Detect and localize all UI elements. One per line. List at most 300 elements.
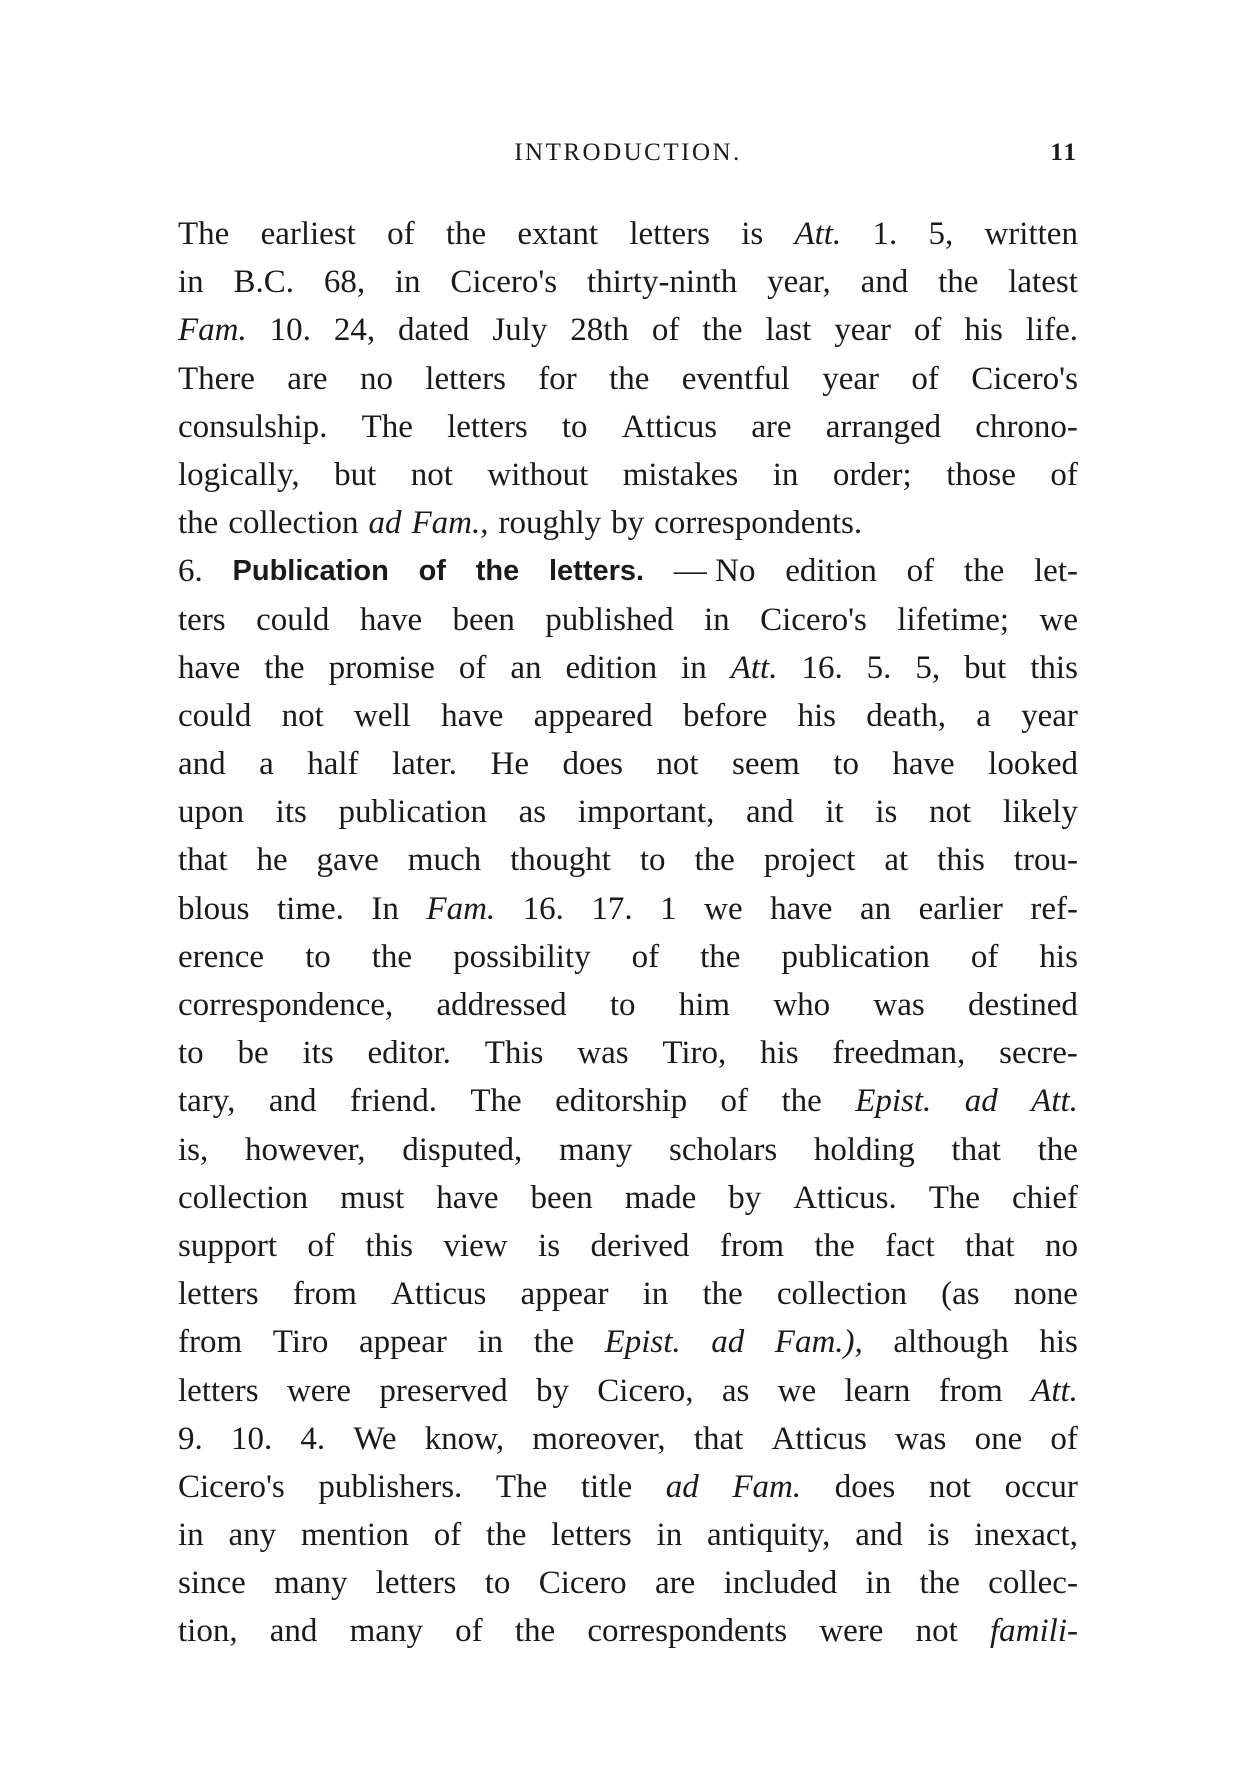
word: letters [375,1565,457,1602]
word: included [723,1565,838,1602]
text-line-12 [178,740,1078,788]
running-head [178,139,1078,179]
word: and [860,264,909,301]
word: the [371,938,413,975]
word: life. [1025,312,1078,349]
word: him [678,987,731,1023]
text-line-18 [178,1029,1078,1077]
word: who [773,987,831,1023]
word: correspondents [587,1613,788,1650]
word: the [702,312,743,349]
word: freedman, [832,1035,966,1072]
word: to [833,746,859,783]
word: upon [178,794,244,831]
word: collection [228,505,359,542]
word: appear [358,1324,447,1361]
word: title [580,1468,633,1505]
word: is [927,1517,950,1554]
word: from [938,1372,1003,1409]
word: Publication [232,555,389,588]
word: no [1044,1227,1078,1264]
word: of [906,553,935,590]
word: of [1050,456,1078,493]
word: have [770,890,833,927]
text-line-28 [178,1511,1078,1559]
word: have [178,649,241,686]
word: letters. [548,555,645,588]
word: many [274,1565,348,1602]
word: does [834,1468,896,1505]
word: B.C. [233,264,295,301]
word: is, [178,1131,209,1168]
text-line-19 [178,1077,1078,1125]
word: much [407,842,482,879]
text-line-20 [178,1126,1078,1174]
word: fact [885,1227,935,1264]
word: last [765,312,812,349]
word: chrono- [975,408,1078,445]
text-line-27 [178,1463,1078,1511]
chapter-title: INTRODUCTION. [514,139,742,166]
word: of [458,649,487,686]
word: of [1050,1420,1078,1457]
word: 6. [178,553,203,590]
word: 5. [866,649,892,686]
word: destined [967,987,1078,1023]
text-line-15 [178,885,1078,933]
word: be [237,1035,269,1072]
word: and [178,746,226,783]
word: but [964,649,1007,686]
word: as [518,794,547,831]
word: was [577,1035,629,1072]
word: those [946,456,1016,493]
word: from [178,1324,243,1361]
word: have [441,697,504,734]
word: latest [1008,264,1078,301]
word: addressed [436,987,567,1023]
word: the [486,1517,527,1554]
word: by [535,1372,569,1409]
word: we [1039,601,1078,638]
text-line-06 [178,451,1078,499]
word: Cicero's [450,264,558,301]
word: Atticus [391,1276,487,1313]
word: in [394,264,421,301]
word: letters [178,1276,259,1313]
word: the [963,553,1005,590]
word: is [538,1227,561,1264]
word: and [268,1083,317,1120]
word: appeared [533,697,653,734]
word: Atticus [621,408,718,445]
word: Fam. [178,312,247,349]
word: Tiro, [662,1035,727,1072]
word: of [307,1227,335,1264]
word: that [965,1227,1015,1264]
word: consulship. [178,408,328,445]
word: of [387,216,415,252]
word: Atticus. [793,1179,897,1216]
word: been [452,601,515,638]
word: publication [781,938,930,975]
word: not [928,1468,972,1505]
word: the [1037,1131,1078,1168]
word: not [281,697,324,734]
word: not [915,1613,958,1650]
word: at [884,842,909,879]
word: we [704,890,743,927]
word: gave [316,842,379,879]
word: Fam. [732,1468,802,1505]
word: must [340,1179,405,1216]
text-line-26 [178,1415,1078,1463]
word: promise [328,649,435,686]
word: to [561,408,588,445]
body-text [178,210,1078,1656]
word: that [178,842,228,879]
word: to [178,1035,204,1072]
word: and [746,794,794,831]
word: There [178,360,255,397]
word: not [410,456,453,493]
word: and [855,1517,903,1554]
word: inexact, [974,1517,1078,1554]
word: the [814,1227,855,1264]
word: ad [711,1324,745,1361]
word: many [349,1613,423,1650]
word: that [951,1131,1001,1168]
word: to [305,938,331,975]
word: the [475,555,520,588]
text-line-10 [178,644,1078,692]
word: letters [629,216,710,252]
word: 5, [928,216,954,252]
word: erence [178,938,265,975]
word: written [984,216,1078,252]
word: his [760,1035,799,1072]
text-line-30 [178,1607,1078,1655]
word: we [777,1372,817,1409]
word: letters [425,360,506,397]
word: without [487,456,589,493]
word: Cicero's [760,601,867,638]
word: and [269,1613,318,1650]
word: ad [964,1083,998,1120]
word: death, [866,697,946,734]
word: disputed, [402,1131,523,1168]
word: thought [510,842,611,879]
word: collection [776,1276,908,1313]
text-line-08 [178,547,1078,595]
word: one [974,1420,1023,1457]
word: This [484,1035,544,1072]
word: from [719,1227,784,1264]
word: edition [785,553,877,590]
word: earliest [260,216,356,252]
word: letters [447,408,528,445]
word: in [477,1324,504,1361]
word: later. [391,746,458,783]
word: have [892,746,955,783]
text-line-13 [178,788,1078,836]
word: Epist. [604,1324,681,1361]
word: is [875,794,898,831]
word: the [609,360,650,397]
word: since [178,1565,246,1602]
word: have [436,1179,499,1216]
word: Att. [1031,1083,1078,1120]
word: We [353,1420,397,1457]
word: 1. [872,216,898,252]
word: year, [767,264,831,301]
word: of [631,938,660,975]
word: is [741,216,764,252]
word: correspondents. [654,505,863,542]
text-line-02 [178,258,1078,306]
word: that [693,1420,744,1457]
word: trou- [1013,842,1078,879]
word: the [702,1276,743,1313]
word: 68, [323,264,366,301]
word: not [928,794,972,831]
word: 4. [300,1420,326,1457]
word: July [492,312,548,349]
word: his [1039,938,1078,975]
word: friend. [349,1083,437,1120]
word: 10. [269,312,311,349]
word: occur [1004,1468,1078,1505]
word: does [562,746,623,783]
word: learn [844,1372,911,1409]
word: could [178,697,252,734]
word: possibility [453,938,591,975]
word: antiquity, [706,1517,831,1554]
word: important, [577,794,715,831]
word: a [976,697,991,734]
word: well [354,697,411,734]
word: correspondence, [178,987,394,1023]
word: derived [590,1227,690,1264]
word: support [178,1227,277,1264]
word: Att. [730,649,778,686]
word: — No [673,553,756,590]
word: The [928,1179,981,1216]
word: are [287,360,328,397]
word: by [611,505,645,542]
text-line-23 [178,1270,1078,1318]
word: 9. [178,1420,203,1457]
word: in [178,1517,204,1554]
word: an [859,890,892,927]
word: roughly [498,505,602,542]
word: The [178,216,230,252]
word: the [178,505,219,542]
word: to [484,1565,511,1602]
word: scholars [669,1131,778,1168]
word: Cicero's [178,1468,285,1505]
word: of [651,312,680,349]
word: likely [1002,794,1078,831]
word: 10. [230,1420,273,1457]
word: letters [551,1517,632,1554]
word: blous [178,890,250,927]
word: of [455,1613,483,1650]
word: 28th [570,312,629,349]
word: before [682,697,768,734]
word: arranged [825,408,942,445]
word: he [256,842,288,879]
word: Fam., [411,505,489,542]
word: none [1013,1276,1078,1313]
word: looked [988,746,1078,783]
word: ref- [1030,890,1078,927]
word: Epist. [855,1083,932,1120]
word: in [656,1517,683,1554]
word: its [302,1035,334,1072]
word: by [728,1179,762,1216]
word: He [490,746,529,783]
word: project [763,842,856,879]
word: publishers. [318,1468,463,1505]
word: extant [517,216,599,252]
word: are [654,1565,696,1602]
word: year [1021,697,1078,734]
word: 17. [591,890,633,927]
word: of [970,938,999,975]
word: 16. [801,649,843,686]
text-line-04 [178,355,1078,403]
word: its [275,794,307,831]
word: the [919,1565,960,1602]
word: the [781,1083,822,1120]
text-line-24 [178,1318,1078,1366]
word: seem [732,746,800,783]
text-line-22 [178,1222,1078,1270]
text-line-21 [178,1174,1078,1222]
word: could [256,601,330,638]
word: a [259,746,274,783]
word: it [825,794,844,831]
word: in [178,264,204,301]
word: were [286,1372,352,1409]
word: 5, [915,649,941,686]
text-line-16 [178,933,1078,981]
word: secre- [999,1035,1078,1072]
word: year [834,312,892,349]
word: chief [1012,1179,1078,1216]
word: time. [277,890,344,927]
text-line-07 [178,499,1078,547]
word: of [911,360,939,397]
word: view [443,1227,508,1264]
word: editor. [367,1035,451,1072]
text-line-01 [178,210,1078,258]
word: this [1030,649,1078,686]
word: were [819,1613,884,1650]
word: publication [338,794,487,831]
page-number: 11 [1050,139,1078,166]
word: no [359,360,393,397]
word: tion, [178,1613,238,1650]
word: the [514,1613,556,1650]
word: from [292,1276,357,1313]
word: collection [178,1179,309,1216]
word: have [359,601,423,638]
word: in [704,601,730,638]
word: of [418,555,446,588]
word: editorship [555,1083,688,1120]
word: however, [244,1131,366,1168]
word: let- [1034,553,1078,590]
word: in [642,1276,669,1313]
word: Tiro [272,1324,329,1361]
word: but [334,456,377,493]
word: year [822,360,880,397]
word: been [530,1179,593,1216]
word: ters [178,601,226,638]
text-line-29 [178,1559,1078,1607]
word: an [510,649,542,686]
word: famili- [989,1613,1078,1650]
word: as [721,1372,750,1409]
word: the [700,938,741,975]
word: any [228,1517,277,1554]
word: eventful [681,360,790,397]
word: the [445,216,487,252]
word: half [307,746,359,783]
word: order; [832,456,912,493]
text-line-05 [178,403,1078,451]
word: of [913,312,942,349]
word: lifetime; [897,601,1010,638]
word: preserved [379,1372,508,1409]
word: to [639,842,666,879]
text-line-14 [178,836,1078,884]
word: Atticus [771,1420,867,1457]
word: moreover, [532,1420,666,1457]
word: not [656,746,699,783]
word: made [624,1179,697,1216]
word: 16. [522,890,564,927]
word: Fam.), [774,1324,863,1361]
word: the [938,264,979,301]
text-line-11 [178,692,1078,740]
word: to [609,987,636,1023]
word: edition [565,649,658,686]
word: (as [941,1276,980,1313]
word: know, [424,1420,505,1457]
word: mention [300,1517,410,1554]
word: ad [665,1468,699,1505]
word: in [865,1565,892,1602]
word: many [559,1131,633,1168]
word: The [361,408,413,445]
word: The [495,1468,548,1505]
word: tary, [178,1083,236,1120]
word: logically, [178,456,300,493]
text-line-09 [178,596,1078,644]
word: are [751,408,792,445]
text-line-25 [178,1367,1078,1415]
word: The [470,1083,522,1120]
word: earlier [918,890,1003,927]
word: in [681,649,707,686]
word: this [937,842,985,879]
word: 24, [333,312,376,349]
word: letters [178,1372,259,1409]
word: the [533,1324,574,1361]
